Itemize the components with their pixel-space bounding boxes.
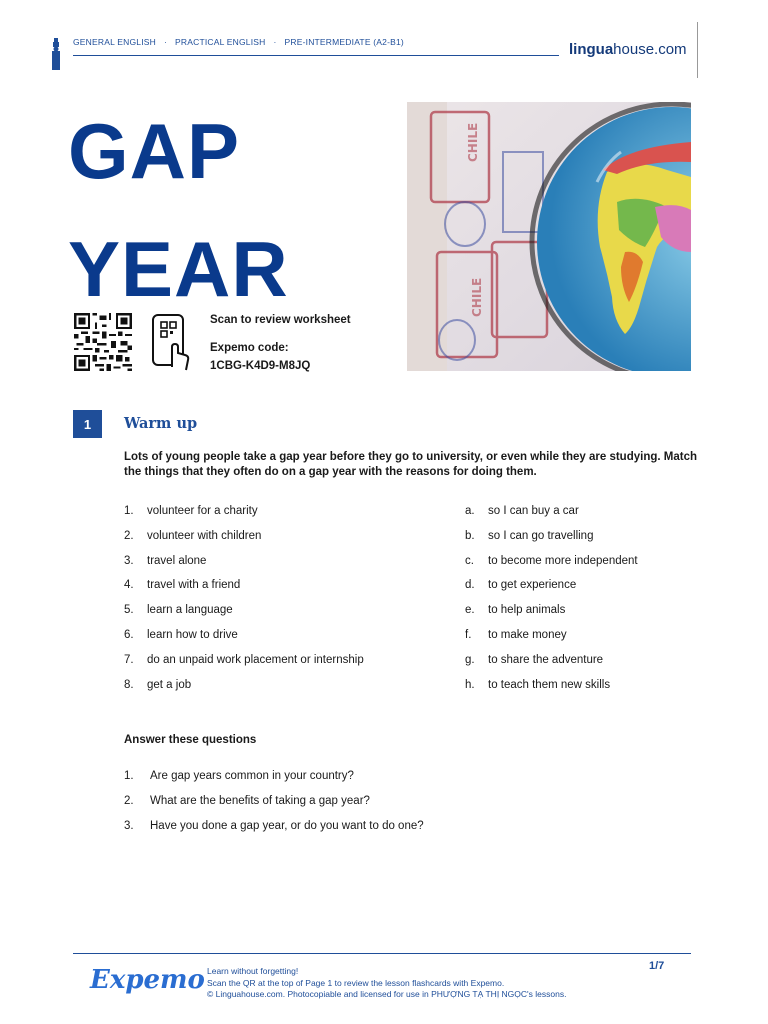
questions-heading: Answer these questions [124,734,257,746]
scan-info [210,313,351,387]
breadcrumb-item[interactable]: PRE-INTERMEDIATE (A2-B1) [284,37,404,47]
list-item: b. so I can go travelling [465,529,594,542]
list-item: 5. learn a language [124,604,233,617]
footer-line-2: Scan the QR at the top of Page 1 to review the lesson flashcards with Expemo. [207,977,505,988]
breadcrumb-item[interactable]: PRACTICAL ENGLISH [175,37,266,47]
list-item: 7. do an unpaid work placement or internship [124,653,364,666]
list-item: e. to help animals [465,604,566,617]
list-item: 1. Are gap years common in your country? [124,770,354,782]
page-number: 1/7 [649,960,665,972]
phone-scan-icon [150,313,192,371]
footer-divider [73,953,691,954]
list-item: 3. Have you done a gap year, or do you want to do one? [124,819,424,832]
list-item: 4. travel with a friend [124,579,241,592]
title-line-1: GAP [68,107,241,195]
linguahouse-logo[interactable]: linguahouse.com [569,41,687,58]
scan-label: Scan to review worksheet [210,314,351,326]
footer-text [207,966,566,1001]
expemo-code: 1CBG-K4D9-M8JQ [210,360,311,372]
section-number: 1 [73,410,102,438]
activities-list [124,505,364,703]
breadcrumb [73,37,404,47]
list-item: f. to make money [465,628,567,641]
list-item: g. to share the adventure [465,653,604,666]
section-title: Warm up [124,415,198,432]
list-item: d. to get experience [465,579,577,592]
header-divider [73,55,559,56]
svg-text:CHILE: CHILE [466,122,480,162]
list-item: 3. travel alone [124,554,207,567]
footer-line-1: Learn without forgetting! [207,966,299,976]
svg-text:CHILE: CHILE [470,277,484,317]
page-title [68,92,289,328]
reasons-list [465,505,638,703]
list-item: c. to become more independent [465,554,638,567]
breadcrumb-separator: · [273,37,277,47]
title-line-2: YEAR [68,225,289,313]
list-item: a. so I can buy a car [465,505,579,517]
expemo-code-label: Expemo code: [210,342,289,354]
list-item: 2. What are the benefits of taking a gap year? [124,794,370,807]
questions-list [124,770,424,844]
passport-globe-photo [407,102,691,371]
section-instructions: Lots of young people take a gap year before they go to university, or even while they are studying. Match the things that they often do on a gap year with the reasons for doing them. [124,451,697,478]
vertical-divider [697,22,698,78]
footer-line-3: © Linguahouse.com. Photocopiable and licensed for use in PHƯỢNG TẠ THỊ NGỌC's lessons. [207,989,567,999]
breadcrumb-item[interactable]: GENERAL ENGLISH [73,37,156,47]
list-item: 1. volunteer for a charity [124,505,258,517]
list-item: h. to teach them new skills [465,678,611,691]
qr-code-icon[interactable] [73,313,133,371]
list-item: 2. volunteer with children [124,529,262,542]
list-item: 6. learn how to drive [124,628,238,641]
breadcrumb-separator: · [164,37,168,47]
big-ben-icon [50,38,62,70]
expemo-logo[interactable]: Expemo [90,965,205,995]
list-item: 8. get a job [124,678,192,691]
